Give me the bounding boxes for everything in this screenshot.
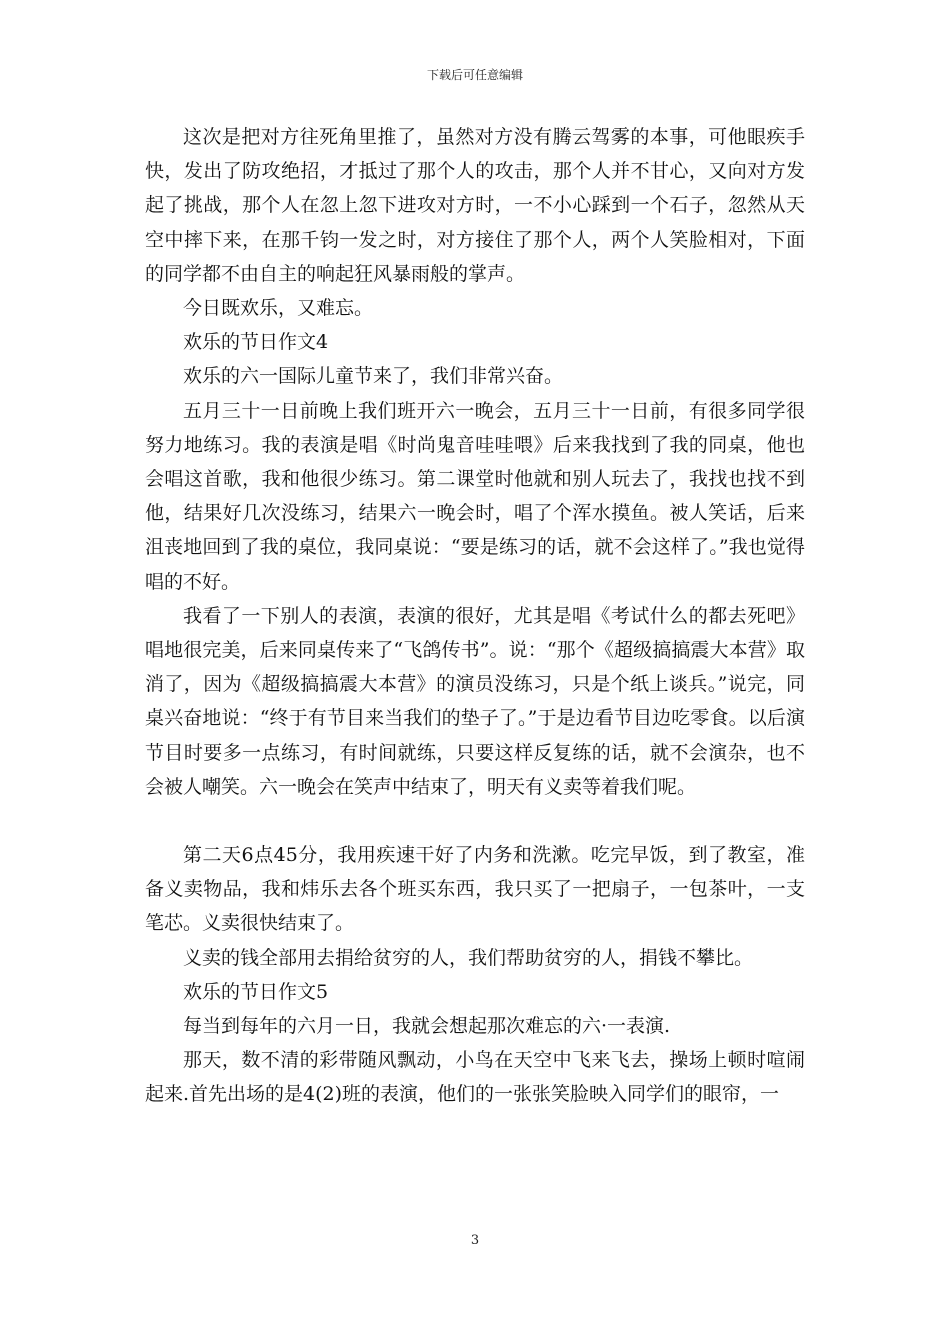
paragraph: 每当到每年的六月一日，我就会想起那次难忘的六·一表演. xyxy=(183,1015,671,1038)
paragraph: 今日既欢乐，又难忘。 xyxy=(183,297,374,320)
paragraph: 这次是把对方往死角里推了，虽然对方没有腾云驾雾的本事，可他眼疾手快，发出了防攻绝招，才抵过了那个人的攻击，那个人并不甘心，又向对方发起了挑战，那个人在忽上忽下进攻对方时，一不小心踩到一个石子，忽然从天空中摔下来，在那千钧一发之时，对方接住了那个人，两个人笑脸相对，下面的同学都不由自主的响起狂风暴雨般的掌声。 xyxy=(145,126,805,285)
paragraph: 那天，数不清的彩带随风飘动，小鸟在天空中飞来飞去，操场上顿时喧闹起来.首先出场的是4(2)班的表演，他们的一张张笑脸映入同学们的眼帘，一 xyxy=(145,1049,805,1106)
page-header: 下载后可任意编辑 xyxy=(426,68,523,82)
section-heading: 欢乐的节日作文4 xyxy=(183,331,329,354)
paragraph: 义卖的钱全部用去捐给贫穷的人，我们帮助贫穷的人，捐钱不攀比。 xyxy=(183,946,754,969)
paragraph: 五月三十一日前晚上我们班开六一晚会，五月三十一日前，有很多同学很努力地练习。我的表演是唱《时尚鬼音哇哇喂》后来我找到了我的同桌，他也会唱这首歌，我和他很少练习。第二课堂时他就和别人玩去了，我找也找不到他，结果好几次没练习，结果六一晚会时，唱了个浑水摸鱼。被人笑话，后来沮丧地回到了我的桌位，我同桌说：“要是练习的话，就不会这样了。”我也觉得唱的不好。 xyxy=(145,399,805,593)
paragraph: 第二天6点45分，我用疾速干好了内务和洗漱。吃完早饭，到了教室，准备义卖物品，我和炜乐去各个班买东西，我只买了一把扇子，一包茶叶，一支笔芯。义卖很快结束了。 xyxy=(145,844,805,935)
document-body xyxy=(145,120,805,1112)
page-number: 3 xyxy=(470,1233,480,1248)
paragraph: 我看了一下别人的表演，表演的很好，尤其是唱《考试什么的都去死吧》唱地很完美，后来同桌传来了“飞鸽传书”。说：“那个《超级搞搞震大本营》取消了，因为《超级搞搞震大本营》的演员没练习，只是个纸上谈兵。”说完，同桌兴奋地说：“终于有节目来当我们的垫子了。”于是边看节目边吃零食。以后演节目时要多一点练习，有时间就练，只要这样反复练的话，就不会演杂，也不会被人嘲笑。六一晚会在笑声中结束了，明天有义卖等着我们呢。 xyxy=(145,604,805,798)
blank-line xyxy=(145,804,805,838)
section-heading: 欢乐的节日作文5 xyxy=(183,980,329,1003)
paragraph: 欢乐的六一国际儿童节来了，我们非常兴奋。 xyxy=(183,365,564,388)
